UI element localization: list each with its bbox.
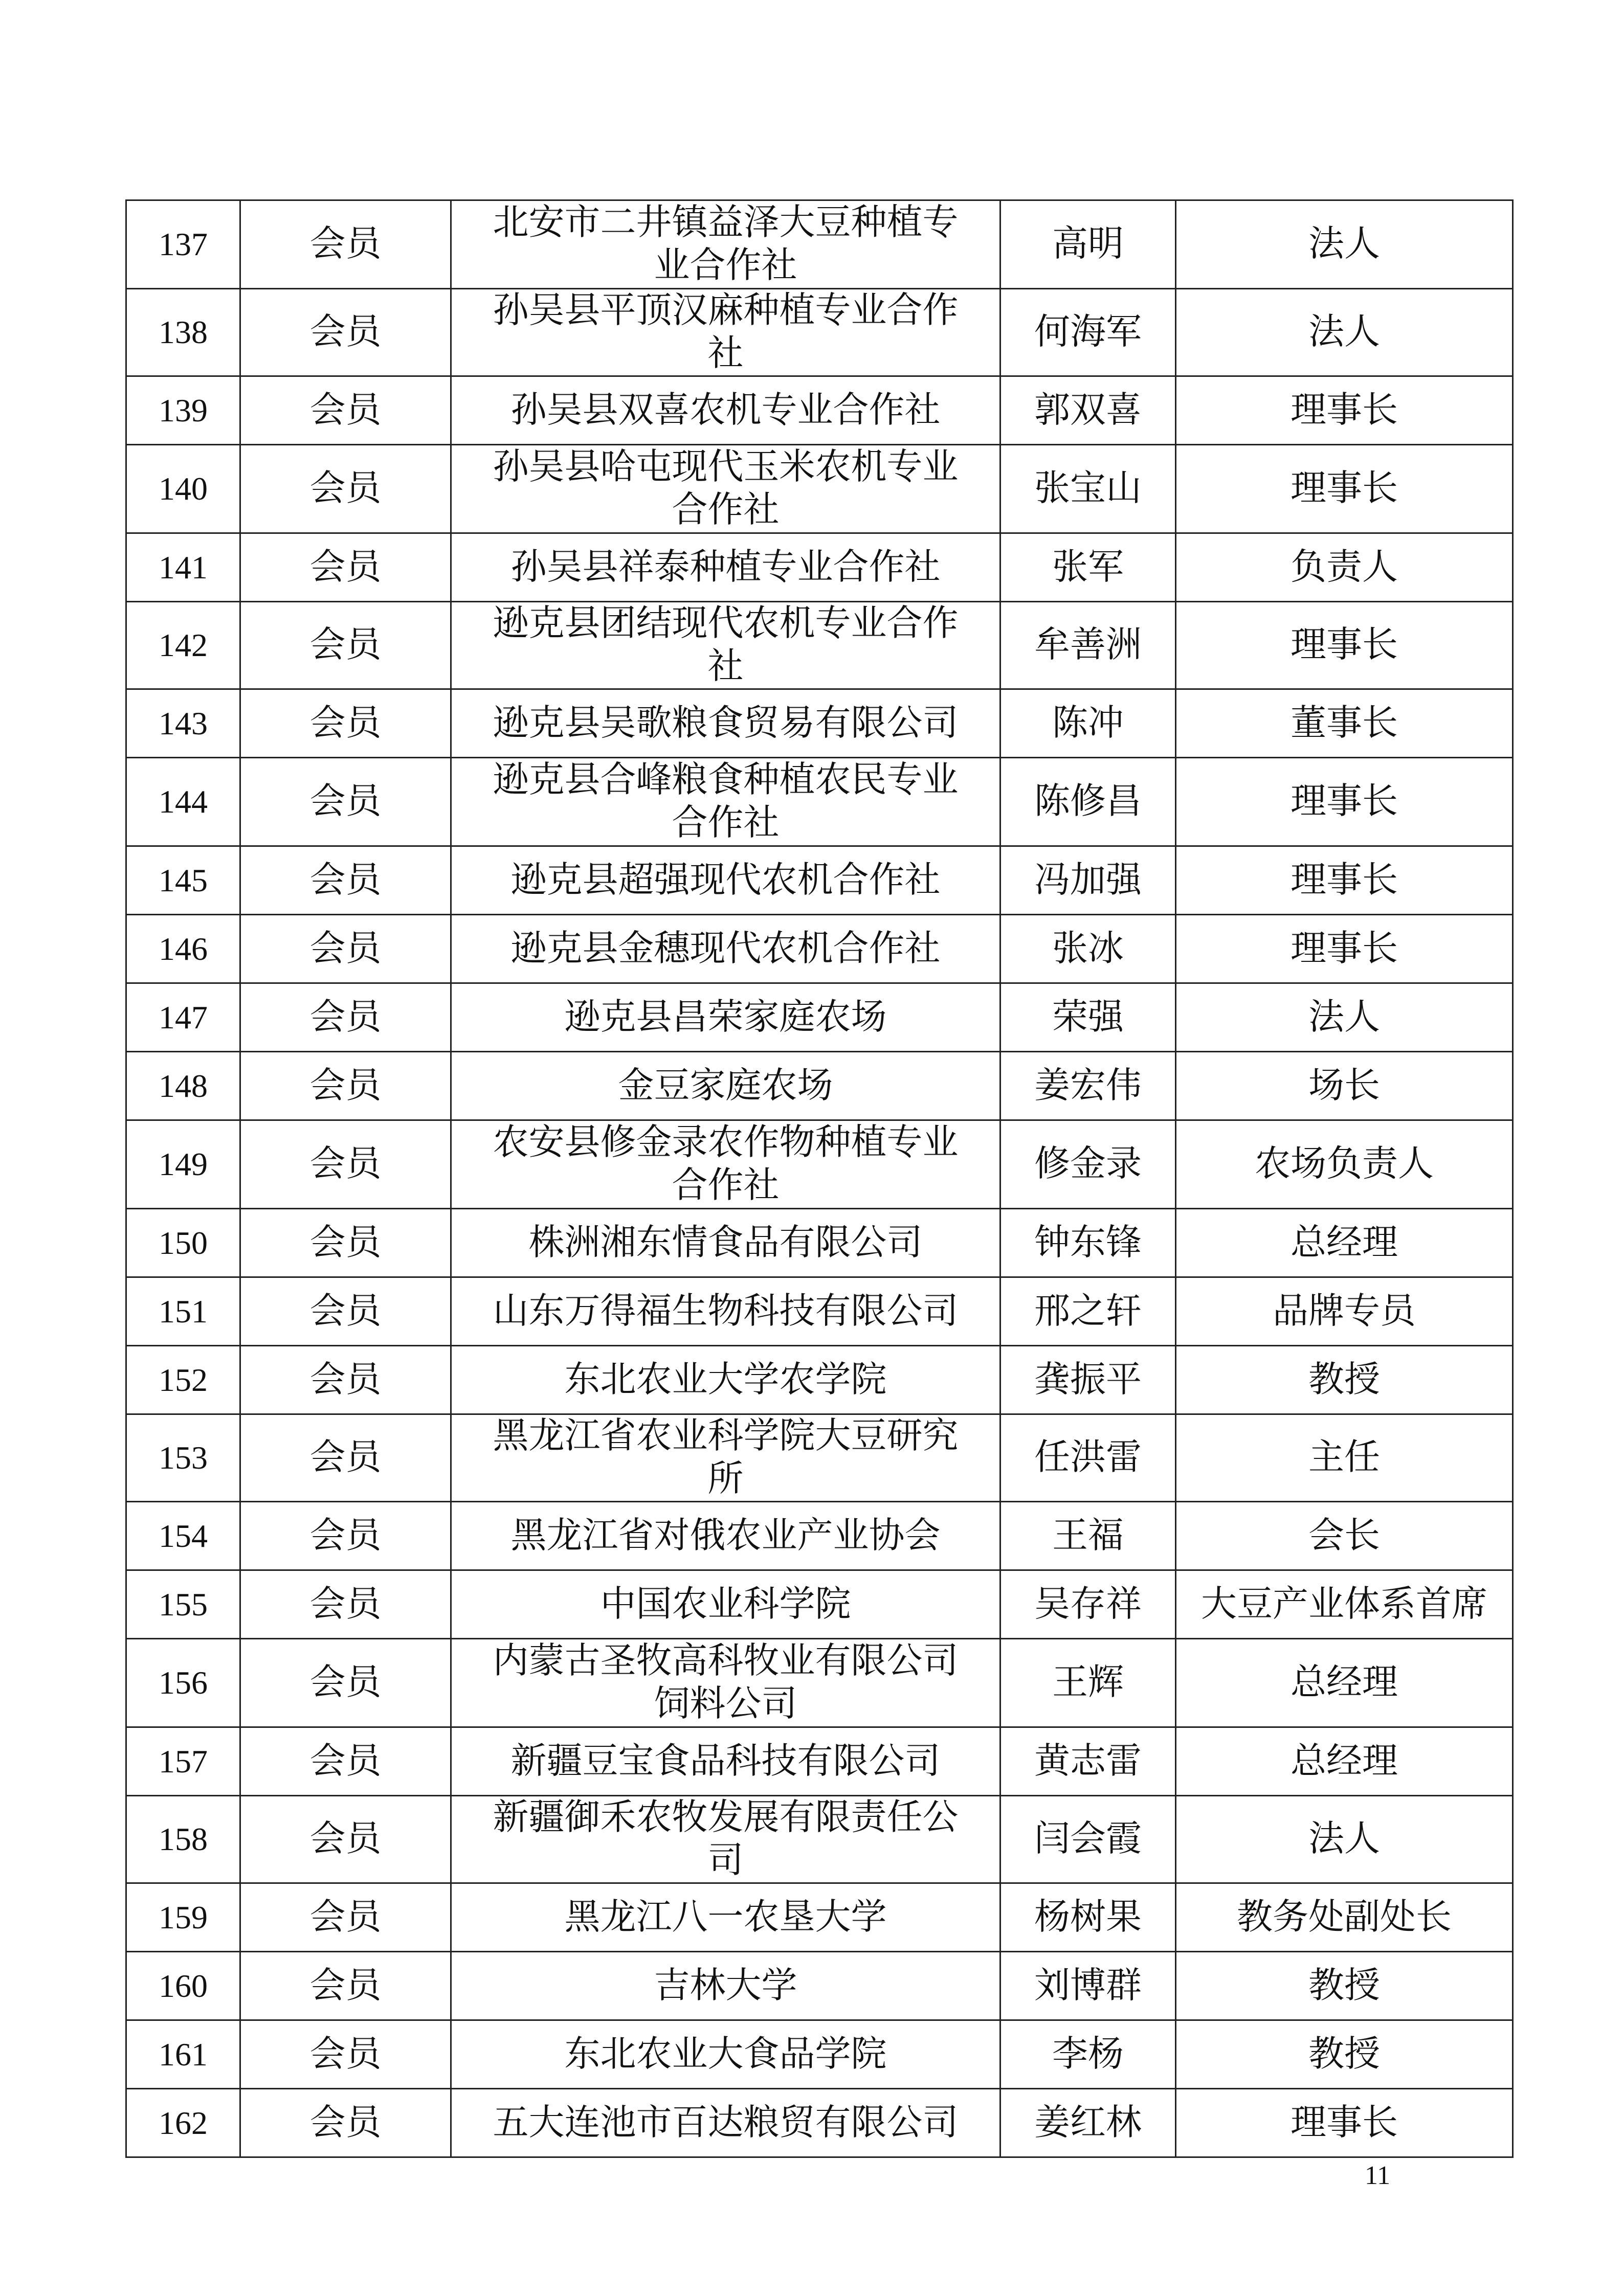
contact-name-cell: 王福	[1000, 1502, 1176, 1570]
table-row	[126, 1570, 1513, 1639]
row-number-cell: 148	[126, 1052, 240, 1120]
organization-cell: 新疆御禾农牧发展有限责任公司	[451, 1796, 1000, 1883]
organization-cell: 金豆家庭农场	[451, 1052, 1000, 1120]
member-table	[125, 199, 1514, 2158]
position-cell: 法人	[1176, 289, 1513, 376]
position-cell: 理事长	[1176, 915, 1513, 983]
member-type-cell: 会员	[240, 1414, 451, 1502]
position-cell: 大豆产业体系首席	[1176, 1570, 1513, 1639]
member-type-cell: 会员	[240, 1277, 451, 1346]
organization-cell: 孙吴县双喜农机专业合作社	[451, 376, 1000, 445]
contact-name-cell: 刘博群	[1000, 1952, 1176, 2020]
row-number-cell: 151	[126, 1277, 240, 1346]
position-cell: 理事长	[1176, 2089, 1513, 2157]
contact-name-cell: 张军	[1000, 533, 1176, 602]
position-cell: 理事长	[1176, 846, 1513, 915]
row-number-cell: 162	[126, 2089, 240, 2157]
table-row	[126, 1414, 1513, 1502]
row-number-cell: 144	[126, 758, 240, 846]
row-number-cell: 153	[126, 1414, 240, 1502]
member-type-cell: 会员	[240, 376, 451, 445]
contact-name-cell: 钟东锋	[1000, 1209, 1176, 1277]
row-number-cell: 141	[126, 533, 240, 602]
member-type-cell: 会员	[240, 2020, 451, 2089]
position-cell: 董事长	[1176, 689, 1513, 758]
contact-name-cell: 吴存祥	[1000, 1570, 1176, 1639]
contact-name-cell: 陈冲	[1000, 689, 1176, 758]
row-number-cell: 154	[126, 1502, 240, 1570]
table-row	[126, 1120, 1513, 1209]
position-cell: 理事长	[1176, 758, 1513, 846]
row-number-cell: 152	[126, 1346, 240, 1414]
table-row	[126, 200, 1513, 289]
row-number-cell: 161	[126, 2020, 240, 2089]
position-cell: 法人	[1176, 983, 1513, 1052]
organization-cell: 逊克县团结现代农机专业合作社	[451, 602, 1000, 689]
position-cell: 教授	[1176, 1952, 1513, 2020]
contact-name-cell: 修金录	[1000, 1120, 1176, 1209]
organization-cell: 孙吴县祥泰种植专业合作社	[451, 533, 1000, 602]
row-number-cell: 147	[126, 983, 240, 1052]
organization-cell: 株洲湘东情食品有限公司	[451, 1209, 1000, 1277]
row-number-cell: 149	[126, 1120, 240, 1209]
contact-name-cell: 闫会霞	[1000, 1796, 1176, 1883]
member-type-cell: 会员	[240, 602, 451, 689]
organization-cell: 吉林大学	[451, 1952, 1000, 2020]
row-number-cell: 157	[126, 1727, 240, 1796]
table-row	[126, 983, 1513, 1052]
member-type-cell: 会员	[240, 533, 451, 602]
position-cell: 品牌专员	[1176, 1277, 1513, 1346]
row-number-cell: 159	[126, 1883, 240, 1952]
member-type-cell: 会员	[240, 1883, 451, 1952]
contact-name-cell: 冯加强	[1000, 846, 1176, 915]
member-type-cell: 会员	[240, 1052, 451, 1120]
organization-cell: 逊克县合峰粮食种植农民专业合作社	[451, 758, 1000, 846]
table-row	[126, 689, 1513, 758]
table-row	[126, 1796, 1513, 1883]
member-type-cell: 会员	[240, 445, 451, 533]
position-cell: 会长	[1176, 1502, 1513, 1570]
contact-name-cell: 郭双喜	[1000, 376, 1176, 445]
row-number-cell: 139	[126, 376, 240, 445]
organization-cell: 农安县修金录农作物种植专业合作社	[451, 1120, 1000, 1209]
contact-name-cell: 李杨	[1000, 2020, 1176, 2089]
member-type-cell: 会员	[240, 1570, 451, 1639]
row-number-cell: 160	[126, 1952, 240, 2020]
row-number-cell: 145	[126, 846, 240, 915]
table-row	[126, 2020, 1513, 2089]
position-cell: 总经理	[1176, 1639, 1513, 1727]
table-row	[126, 1346, 1513, 1414]
table-row	[126, 915, 1513, 983]
organization-cell: 孙吴县哈屯现代玉米农机专业合作社	[451, 445, 1000, 533]
table-row	[126, 1052, 1513, 1120]
table-row	[126, 1502, 1513, 1570]
page-number: 11	[1365, 2161, 1391, 2190]
table-row	[126, 602, 1513, 689]
member-type-cell: 会员	[240, 2089, 451, 2157]
table-row	[126, 289, 1513, 376]
table-row	[126, 758, 1513, 846]
position-cell: 农场负责人	[1176, 1120, 1513, 1209]
contact-name-cell: 姜宏伟	[1000, 1052, 1176, 1120]
contact-name-cell: 陈修昌	[1000, 758, 1176, 846]
member-type-cell: 会员	[240, 689, 451, 758]
position-cell: 教务处副处长	[1176, 1883, 1513, 1952]
table-row	[126, 1952, 1513, 2020]
organization-cell: 孙吴县平顶汉麻种植专业合作社	[451, 289, 1000, 376]
position-cell: 总经理	[1176, 1727, 1513, 1796]
organization-cell: 黑龙江省农业科学院大豆研究所	[451, 1414, 1000, 1502]
row-number-cell: 140	[126, 445, 240, 533]
member-type-cell: 会员	[240, 1952, 451, 2020]
organization-cell: 新疆豆宝食品科技有限公司	[451, 1727, 1000, 1796]
row-number-cell: 156	[126, 1639, 240, 1727]
contact-name-cell: 荣强	[1000, 983, 1176, 1052]
organization-cell: 逊克县吴歌粮食贸易有限公司	[451, 689, 1000, 758]
row-number-cell: 150	[126, 1209, 240, 1277]
member-type-cell: 会员	[240, 200, 451, 289]
position-cell: 总经理	[1176, 1209, 1513, 1277]
organization-cell: 山东万得福生物科技有限公司	[451, 1277, 1000, 1346]
row-number-cell: 146	[126, 915, 240, 983]
position-cell: 法人	[1176, 200, 1513, 289]
contact-name-cell: 王辉	[1000, 1639, 1176, 1727]
row-number-cell: 155	[126, 1570, 240, 1639]
member-type-cell: 会员	[240, 1796, 451, 1883]
contact-name-cell: 黄志雷	[1000, 1727, 1176, 1796]
member-type-cell: 会员	[240, 983, 451, 1052]
contact-name-cell: 杨树果	[1000, 1883, 1176, 1952]
table-row	[126, 2089, 1513, 2157]
row-number-cell: 137	[126, 200, 240, 289]
member-type-cell: 会员	[240, 915, 451, 983]
table-row	[126, 376, 1513, 445]
table-row	[126, 533, 1513, 602]
table-row	[126, 445, 1513, 533]
position-cell: 理事长	[1176, 602, 1513, 689]
table-row	[126, 846, 1513, 915]
member-table-body	[126, 200, 1513, 2157]
row-number-cell: 143	[126, 689, 240, 758]
row-number-cell: 142	[126, 602, 240, 689]
table-row	[126, 1209, 1513, 1277]
position-cell: 理事长	[1176, 445, 1513, 533]
contact-name-cell: 高明	[1000, 200, 1176, 289]
table-row	[126, 1277, 1513, 1346]
position-cell: 负责人	[1176, 533, 1513, 602]
member-type-cell: 会员	[240, 1209, 451, 1277]
table-row	[126, 1883, 1513, 1952]
member-type-cell: 会员	[240, 1502, 451, 1570]
table-row	[126, 1639, 1513, 1727]
member-type-cell: 会员	[240, 1346, 451, 1414]
member-type-cell: 会员	[240, 1120, 451, 1209]
position-cell: 教授	[1176, 2020, 1513, 2089]
contact-name-cell: 姜红林	[1000, 2089, 1176, 2157]
member-type-cell: 会员	[240, 289, 451, 376]
organization-cell: 黑龙江八一农垦大学	[451, 1883, 1000, 1952]
contact-name-cell: 邢之轩	[1000, 1277, 1176, 1346]
member-type-cell: 会员	[240, 846, 451, 915]
contact-name-cell: 张宝山	[1000, 445, 1176, 533]
organization-cell: 中国农业科学院	[451, 1570, 1000, 1639]
contact-name-cell: 龚振平	[1000, 1346, 1176, 1414]
position-cell: 理事长	[1176, 376, 1513, 445]
contact-name-cell: 何海军	[1000, 289, 1176, 376]
organization-cell: 东北农业大食品学院	[451, 2020, 1000, 2089]
table-row	[126, 1727, 1513, 1796]
row-number-cell: 138	[126, 289, 240, 376]
contact-name-cell: 牟善洲	[1000, 602, 1176, 689]
organization-cell: 东北农业大学农学院	[451, 1346, 1000, 1414]
member-type-cell: 会员	[240, 1727, 451, 1796]
position-cell: 场长	[1176, 1052, 1513, 1120]
organization-cell: 逊克县金穗现代农机合作社	[451, 915, 1000, 983]
member-type-cell: 会员	[240, 1639, 451, 1727]
position-cell: 教授	[1176, 1346, 1513, 1414]
organization-cell: 逊克县超强现代农机合作社	[451, 846, 1000, 915]
member-type-cell: 会员	[240, 758, 451, 846]
position-cell: 主任	[1176, 1414, 1513, 1502]
position-cell: 法人	[1176, 1796, 1513, 1883]
contact-name-cell: 任洪雷	[1000, 1414, 1176, 1502]
organization-cell: 内蒙古圣牧高科牧业有限公司饲料公司	[451, 1639, 1000, 1727]
organization-cell: 北安市二井镇益泽大豆种植专业合作社	[451, 200, 1000, 289]
contact-name-cell: 张冰	[1000, 915, 1176, 983]
row-number-cell: 158	[126, 1796, 240, 1883]
organization-cell: 五大连池市百达粮贸有限公司	[451, 2089, 1000, 2157]
organization-cell: 逊克县昌荣家庭农场	[451, 983, 1000, 1052]
organization-cell: 黑龙江省对俄农业产业协会	[451, 1502, 1000, 1570]
